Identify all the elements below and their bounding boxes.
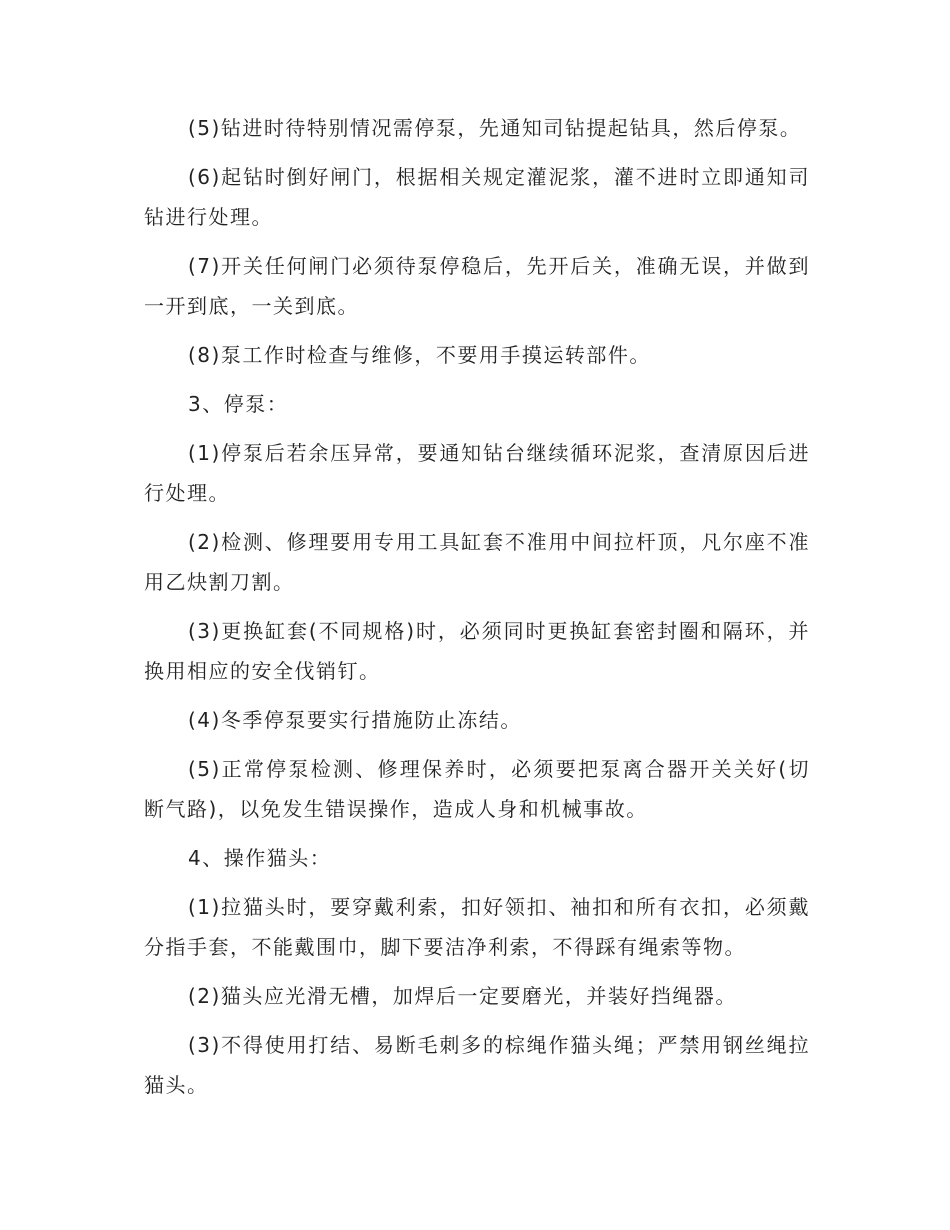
section-heading-stop-pump: 3、停泵： — [188, 392, 289, 416]
paragraph-cathead-dress: (1)拉猫头时，要穿戴利索，扣好领扣、袖扣和所有衣扣，必须戴分指手套，不能戴围巾，脚下要洁净利索，不得踩有绳索等物。 — [144, 895, 810, 959]
paragraph-cathead-rope: (3)不得使用打结、易断毛刺多的棕绳作猫头绳；严禁用钢丝绳拉猫头。 — [144, 1033, 810, 1097]
paragraph-valve-operation: (7)开关任何闸门必须待泵停稳后，先开后关，准确无误，并做到一开到底，一关到底。 — [144, 254, 810, 318]
paragraph-clutch-switch: (5)正常停泵检测、修理保养时，必须要把泵离合器开关关好(切断气路)，以免发生错误操作，造成人身和机械事故。 — [144, 757, 810, 821]
paragraph-liner-replacement: (3)更换缸套(不同规格)时，必须同时更换缸套密封圈和隔环，并换用相应的安全伐销钉。 — [144, 619, 810, 683]
paragraph-tripping-valves: (6)起钻时倒好闸门，根据相关规定灌泥浆，灌不进时立即通知司钻进行处理。 — [144, 165, 810, 229]
paragraph-pump-maintenance: (8)泵工作时检查与维修，不要用手摸运转部件。 — [188, 343, 651, 367]
section-heading-cathead: 4、操作猫头： — [188, 846, 332, 870]
paragraph-special-tools: (2)检测、修理要用专用工具缸套不准用中间拉杆顶，凡尔座不准用乙炔割刀割。 — [144, 530, 810, 594]
document-body — [144, 108, 810, 1114]
paragraph-cathead-smooth: (2)猫头应光滑无槽，加焊后一定要磨光，并装好挡绳器。 — [188, 984, 737, 1008]
paragraph-stop-pump-drilling: (5)钻进时待特别情况需停泵，先通知司钻提起钻具，然后停泵。 — [188, 116, 802, 140]
paragraph-winter-freeze: (4)冬季停泵要实行措施防止冻结。 — [188, 708, 522, 732]
paragraph-residual-pressure: (1)停泵后若余压异常，要通知钻台继续循环泥浆，查清原因后进行处理。 — [144, 441, 810, 505]
